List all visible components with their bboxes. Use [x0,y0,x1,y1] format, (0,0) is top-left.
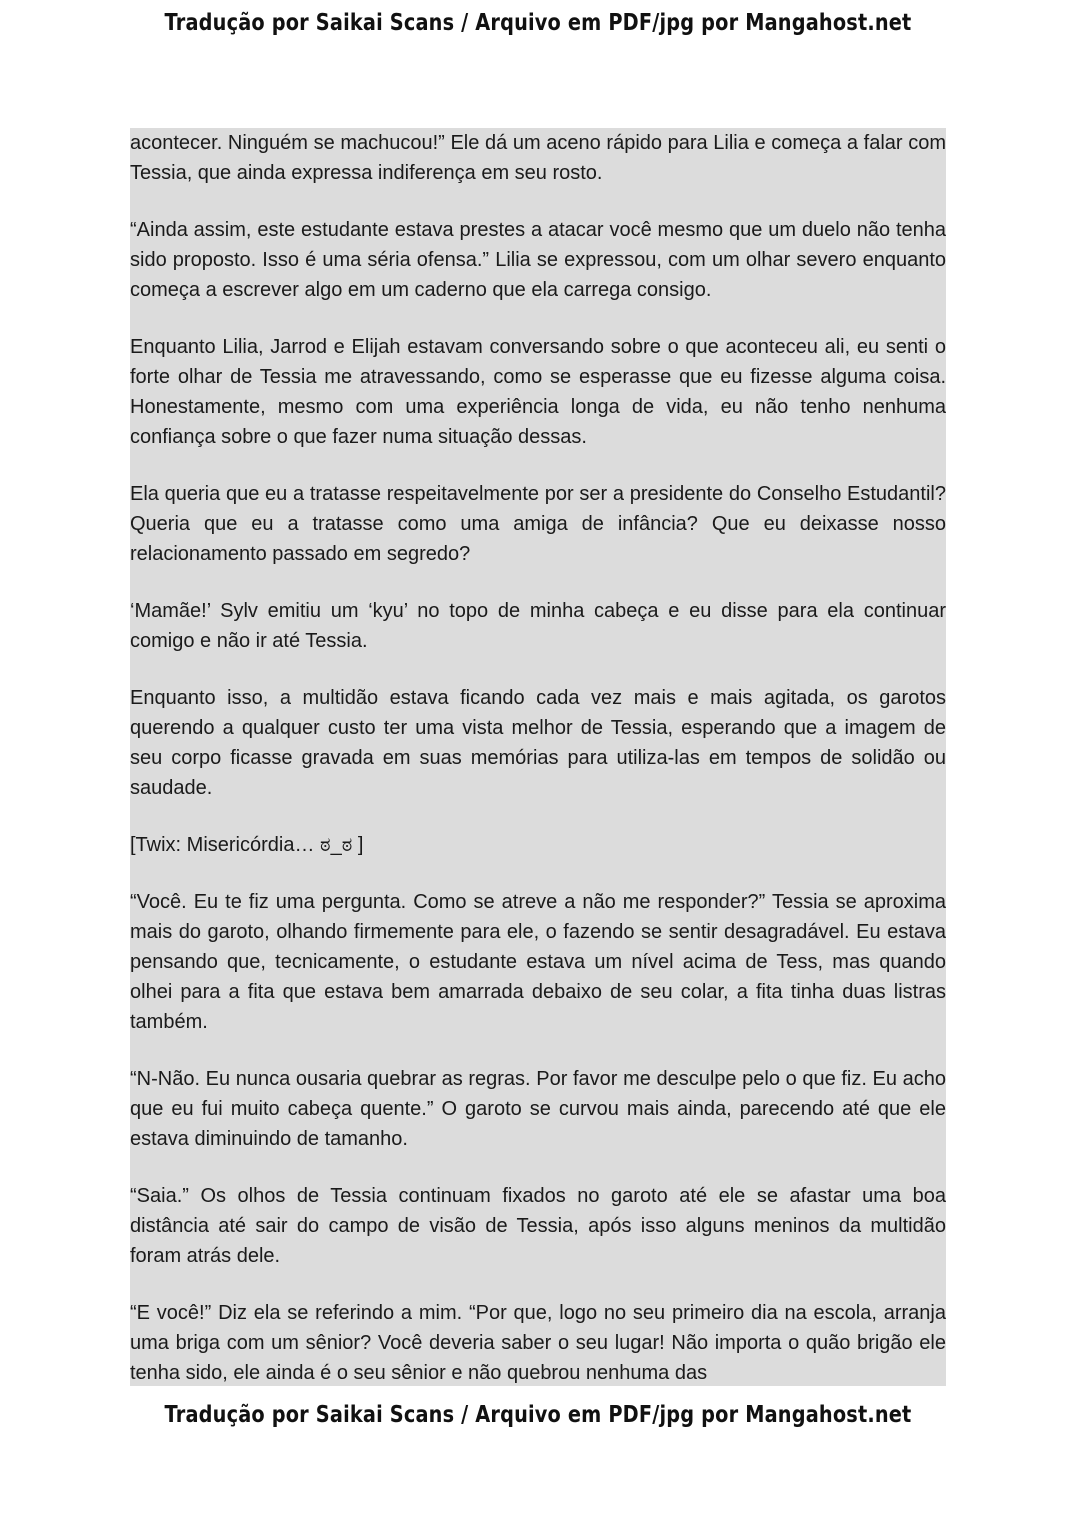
paragraph: “Você. Eu te fiz uma pergunta. Como se atreve a não me responder?” Tessia se aproxima mais do garoto, olhando firmemente para ele, o fazendo se sentir desagradável. Eu estava pensando que, tecnicamente, o estudante estava um nível acima de Tess, mas quando olhei para a fita que estava bem amarrada debaixo de seu colar, a fita tinha duas listras também. [130,891,946,1033]
paragraph: “Saia.” Os olhos de Tessia continuam fixados no garoto até ele se afastar uma boa distância até sair do campo de visão de Tessia, após isso alguns meninos da multidão foram atrás dele. [130,1185,946,1267]
header-banner: Tradução por Saikai Scans / Arquivo em PDF/jpg por Mangahost.net [164,10,912,36]
paragraph: “E você!” Diz ela se referindo a mim. “Por que, logo no seu primeiro dia na escola, arranja uma briga com um sênior? Você deveria saber o seu lugar! Não importa o quão brigão ele tenha sido, ele ainda é o seu sênior e não quebrou nenhuma das [130,1302,946,1384]
paragraph: “Ainda assim, este estudante estava prestes a atacar você mesmo que um duelo não tenha sido proposto. Isso é uma séria ofensa.” Lilia se expressou, com um olhar severo enquanto começa a escrever algo em um caderno que ela carrega consigo. [130,219,946,301]
paragraph: Enquanto Lilia, Jarrod e Elijah estavam conversando sobre o que aconteceu ali, eu senti o forte olhar de Tessia me atravessando, como se esperasse que eu fizesse alguma coisa. Honestamente, mesmo com uma experiência longa de vida, eu não tenho nenhuma confiança sobre o que fazer numa situação dessas. [130,336,946,448]
footer-banner: Tradução por Saikai Scans / Arquivo em PDF/jpg por Mangahost.net [164,1402,912,1428]
paragraph: ‘Mamãe!’ Sylv emitiu um ‘kyu’ no topo de minha cabeça e eu disse para ela continuar comigo e não ir até Tessia. [130,600,946,652]
paragraph: acontecer. Ninguém se machucou!” Ele dá um aceno rápido para Lilia e começa a falar com Tessia, que ainda expressa indiferença em seu rosto. [130,132,946,184]
paragraph: Ela queria que eu a tratasse respeitavelmente por ser a presidente do Conselho Estudantil? Queria que eu a tratasse como uma amiga de infância? Que eu deixasse nosso relacionamento passado em segredo? [130,483,946,565]
text-block [130,128,946,1386]
paragraph: “N-Não. Eu nunca ousaria quebrar as regras. Por favor me desculpe pelo o que fiz. Eu acho que eu fui muito cabeça quente.” O garoto se curvou mais ainda, parecendo até que ele estava diminuindo de tamanho. [130,1068,946,1150]
paragraph: Enquanto isso, a multidão estava ficando cada vez mais e mais agitada, os garotos querendo a qualquer custo ter uma vista melhor de Tessia, esperando que a imagem de seu corpo ficasse gravada em suas memórias para utiliza-las em tempos de solidão ou saudade. [130,687,946,799]
translator-note: [Twix: Misericórdia… ಠ_ಠ ] [130,834,364,856]
